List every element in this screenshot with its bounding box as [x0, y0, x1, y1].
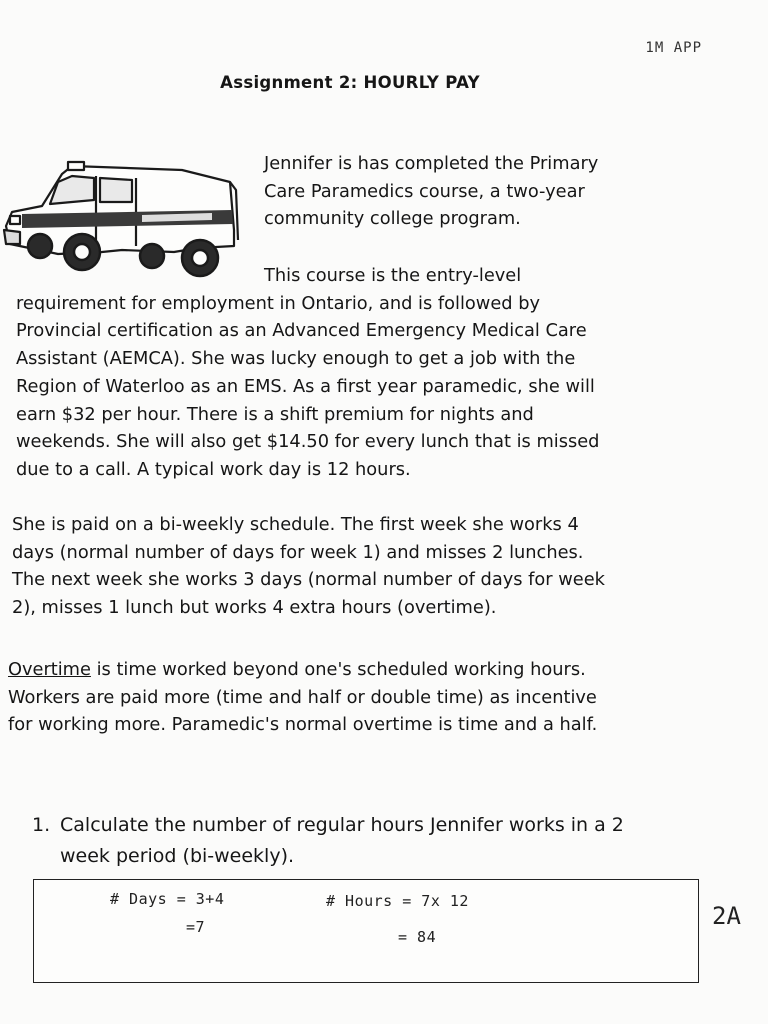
question-line: week period (bi-weekly).	[60, 845, 295, 867]
text-line	[8, 656, 597, 684]
overtime-term: Overtime	[8, 659, 91, 680]
text-line: earn $32 per hour. There is a shift premium for nights and	[16, 403, 534, 425]
text-line: This course is the entry-level	[264, 265, 522, 286]
text-line: Provincial certification as an Advanced Emergency Medical Care	[16, 320, 587, 342]
text-line: community college program.	[264, 208, 521, 230]
text-line: Care Paramedics course, a two-year	[264, 180, 585, 202]
text-line: 2), misses 1 lunch but works 4 extra hours (overtime).	[12, 597, 497, 619]
text-line: due to a call. A typical work day is 12 hours.	[16, 458, 411, 480]
answer-days-label: # Days = 3+4	[110, 890, 225, 908]
answer-hours-label: # Hours = 7x 12	[326, 892, 469, 910]
question-number: 1.	[32, 814, 51, 836]
overtime-paragraph	[8, 656, 597, 739]
schedule-paragraph	[12, 511, 605, 622]
question-1	[32, 810, 624, 872]
text-line: Jennifer is has completed the Primary	[264, 153, 599, 174]
answer-days-result: =7	[186, 918, 206, 936]
text-line: requirement for employment in Ontario, and is followed by	[16, 292, 541, 314]
text-line: Workers are paid more (time and half or double time) as incentive	[8, 686, 597, 708]
text-fragment: is time worked beyond one's scheduled working hours.	[90, 659, 586, 680]
question-text: Calculate the number of regular hours Jennifer works in a 2	[60, 814, 624, 836]
text-line: for working more. Paramedic's normal overtime is time and a half.	[8, 714, 598, 736]
text-line: weekends. She will also get $14.50 for every lunch that is missed	[16, 431, 600, 453]
question-line	[32, 810, 624, 841]
text-line: days (normal number of days for week 1) and misses 2 lunches.	[12, 541, 584, 563]
text-line: She is paid on a bi-weekly schedule. The first week she works 4	[12, 514, 579, 535]
text-line: The next week she works 3 days (normal number of days for week	[12, 569, 605, 591]
text-line: Assistant (AEMCA). She was lucky enough to get a job with the	[16, 348, 576, 370]
page-title: Assignment 2: HOURLY PAY	[220, 73, 480, 92]
answer-hours-result: = 84	[398, 928, 437, 946]
text-line: Region of Waterloo as an EMS. As a first year paramedic, she will	[16, 375, 595, 397]
intro-paragraph	[264, 150, 598, 233]
grade-mark: 2A	[712, 902, 741, 930]
course-paragraph	[16, 262, 599, 484]
handwritten-corner-note: 1M APP	[645, 40, 702, 56]
